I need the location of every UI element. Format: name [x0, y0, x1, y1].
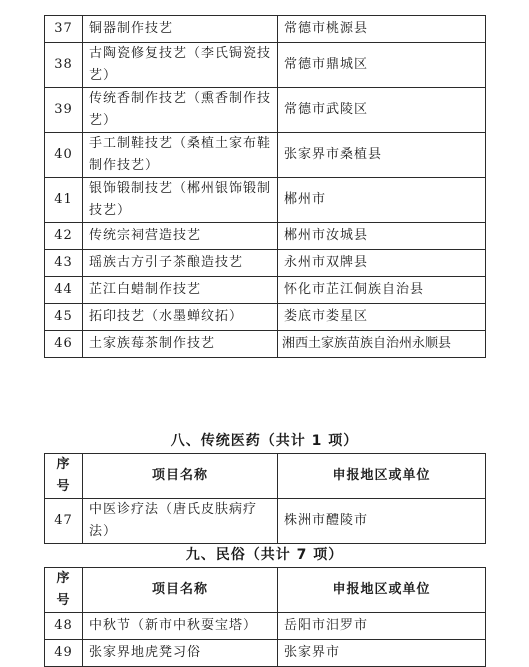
table-row [45, 331, 486, 358]
project-name: 芷江白蜡制作技艺 [83, 277, 278, 304]
header-project-name: 项目名称 [83, 454, 278, 499]
project-name: 张家界地虎凳习俗 [83, 640, 278, 667]
header-region: 申报地区或单位 [278, 568, 486, 613]
heritage-table-folk-customs [44, 567, 486, 667]
region: 常德市鼎城区 [278, 43, 486, 88]
row-number: 48 [45, 613, 83, 640]
table-row [45, 277, 486, 304]
section-heading-traditional-medicine: 八、传统医药（共计 1 项） [170, 433, 359, 449]
header-number: 序号 [45, 568, 83, 613]
table-row [45, 304, 486, 331]
project-name: 瑶族古方引子茶酿造技艺 [83, 250, 278, 277]
heritage-table-crafts [44, 15, 486, 358]
project-name: 中秋节（新市中秋耍宝塔） [83, 613, 278, 640]
region: 常德市武陵区 [278, 88, 486, 133]
table-row [45, 613, 486, 640]
header-project-name: 项目名称 [83, 568, 278, 613]
row-number: 37 [45, 16, 83, 43]
project-name: 铜器制作技艺 [83, 16, 278, 43]
table-row [45, 43, 486, 88]
table-header-row [45, 568, 486, 613]
project-name: 传统香制作技艺（熏香制作技艺） [83, 88, 278, 133]
table-row [45, 178, 486, 223]
region: 张家界市 [278, 640, 486, 667]
region: 娄底市娄星区 [278, 304, 486, 331]
region: 怀化市芷江侗族自治县 [278, 277, 486, 304]
row-number: 38 [45, 43, 83, 88]
row-number: 41 [45, 178, 83, 223]
header-number: 序号 [45, 454, 83, 499]
heritage-table-medicine [44, 453, 486, 544]
region: 张家界市桑植县 [278, 133, 486, 178]
row-number: 43 [45, 250, 83, 277]
table-row [45, 499, 486, 544]
region: 郴州市汝城县 [278, 223, 486, 250]
project-name: 古陶瓷修复技艺（李氏锔瓷技艺） [83, 43, 278, 88]
project-name: 传统宗祠营造技艺 [83, 223, 278, 250]
row-number: 47 [45, 499, 83, 544]
row-number: 40 [45, 133, 83, 178]
table-row [45, 223, 486, 250]
row-number: 39 [45, 88, 83, 133]
table-row [45, 16, 486, 43]
table-row [45, 88, 486, 133]
row-number: 49 [45, 640, 83, 667]
project-name: 银饰锻制技艺（郴州银饰锻制技艺） [83, 178, 278, 223]
row-number: 44 [45, 277, 83, 304]
project-name: 拓印技艺（水墨蝉纹拓） [83, 304, 278, 331]
project-name: 中医诊疗法（唐氏皮肤病疗法） [83, 499, 278, 544]
table-header-row [45, 454, 486, 499]
region: 永州市双牌县 [278, 250, 486, 277]
row-number: 42 [45, 223, 83, 250]
row-number: 46 [45, 331, 83, 358]
table-row [45, 640, 486, 667]
table-row [45, 133, 486, 178]
region: 郴州市 [278, 178, 486, 223]
row-number: 45 [45, 304, 83, 331]
region: 常德市桃源县 [278, 16, 486, 43]
project-name: 土家族莓茶制作技艺 [83, 331, 278, 358]
table-row [45, 250, 486, 277]
region: 株洲市醴陵市 [278, 499, 486, 544]
section-heading-folk-customs: 九、民俗（共计 7 项） [185, 547, 344, 563]
region: 湘西土家族苗族自治州永顺县 [278, 331, 486, 358]
project-name: 手工制鞋技艺（桑植土家布鞋制作技艺） [83, 133, 278, 178]
region: 岳阳市汨罗市 [278, 613, 486, 640]
header-region: 申报地区或单位 [278, 454, 486, 499]
